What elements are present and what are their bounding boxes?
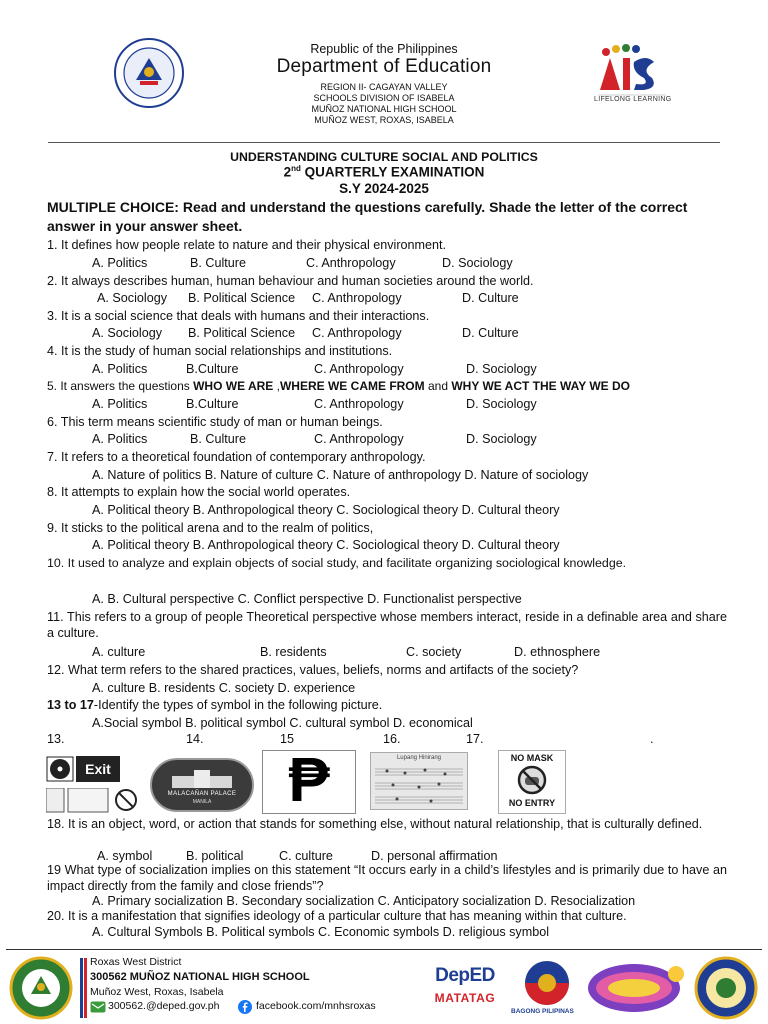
option: C. Anthropology: [314, 362, 404, 376]
item-number-17: 17.: [466, 732, 484, 746]
footer-divider: [6, 949, 762, 950]
als-logo-subtext: LIFELONG LEARNING: [594, 96, 672, 103]
school-address-line: MUÑOZ WEST, ROXAS, ISABELA: [314, 115, 454, 125]
option: C. society: [406, 645, 462, 659]
no-mask-text: NO MASK: [510, 753, 554, 763]
question-4: 4. It is the study of human social relationships and institutions.: [47, 344, 393, 358]
republic-text: Republic of the Philippines: [310, 42, 458, 56]
quarter-suffix: nd: [291, 164, 301, 173]
item-number-15: 15: [280, 732, 295, 746]
question-2: 2. It always describes human, human behaviour and human societies around the world.: [47, 274, 534, 288]
option: A. Politics: [92, 397, 148, 411]
question-1: 1. It defines how people relate to nature and their physical environment.: [47, 238, 447, 252]
option: D. Sociology: [466, 397, 537, 411]
peso-sign-image: [262, 746, 356, 815]
footer-school: 300562 MUÑOZ NATIONAL HIGH SCHOOL: [90, 971, 310, 983]
option: B.Culture: [186, 397, 239, 411]
school-line: MUÑOZ NATIONAL HIGH SCHOOL: [311, 104, 457, 114]
question-18: 18. It is an object, word, or action that stands for something else, without natural relationship, that is culturally defined.: [47, 817, 703, 831]
deped-division-seal: [6, 956, 76, 1020]
no-entry-text: NO ENTRY: [508, 798, 556, 808]
safety-signs-image: [46, 756, 138, 814]
deped-wordmark: DepED: [435, 965, 495, 986]
option: B. Political Science: [188, 326, 296, 340]
question-8: 8. It attempts to explain how the social world operates.: [47, 485, 351, 499]
question-9: 9. It sticks to the political arena and to the realm of politics,: [47, 521, 374, 535]
question-6: 6. This term means scientific study of man or human beings.: [47, 415, 383, 429]
trailing-dot: .: [650, 732, 654, 746]
music-staff-icon: [375, 765, 463, 807]
options-7: A. Nature of politics B. Nature of culture C. Nature of anthropology D. Nature of sociology: [92, 468, 589, 482]
question-3: 3. It is a social science that deals with humans and their interactions.: [47, 309, 430, 323]
question-11: 11. This refers to a group of people Theoretical perspective whose members interact, reside in a definable area and share a culture.: [47, 610, 727, 640]
prohibited-mask-icon: [517, 765, 547, 795]
q5-emphasis-2: WHERE WE CAME FROM: [279, 379, 425, 393]
division-line: SCHOOLS DIVISION OF ISABELA: [313, 93, 455, 103]
option: D. Sociology: [466, 432, 537, 446]
question-5: [47, 378, 727, 394]
distancing-signs-icon: [46, 788, 138, 814]
school-year: S.Y 2024-2025: [339, 181, 429, 196]
option: D. Culture: [462, 291, 519, 305]
footer-facebook[interactable]: facebook.com/mnhsroxas: [256, 1000, 376, 1012]
question-19: 19 What type of socialization implies on this statement “It occurs early in a child’s lifestyles and is primarily due to have an impact directly from the family and close friends”?: [47, 863, 727, 893]
option: D. Culture: [462, 326, 519, 340]
bagong-pilipinas-logo: [516, 958, 578, 1008]
options-13-17: A.Social symbol B. political symbol C. cultural symbol D. economical: [92, 716, 473, 730]
options-12: A. culture B. residents C. society D. experience: [92, 681, 356, 695]
quarter-number: 2: [283, 164, 292, 180]
subject-title: UNDERSTANDING CULTURE SOCIAL AND POLITICS: [230, 150, 538, 164]
option: C. Anthropology: [314, 397, 404, 411]
q5-text: 5. It answers the questions: [47, 379, 194, 393]
instructions: MULTIPLE CHOICE: Read and understand the questions carefully. Shade the letter of the correct answer in your answer sheet.: [47, 199, 688, 234]
option: D. Sociology: [466, 362, 537, 376]
region-line: REGION II- CAGAYAN VALLEY: [320, 82, 448, 92]
option: C. Anthropology: [312, 291, 402, 305]
matatag-wordmark: MATATAG: [434, 991, 496, 1005]
question-13-17: [47, 697, 727, 713]
option: A. symbol: [97, 849, 153, 863]
malacanan-palace-seal: [150, 758, 254, 812]
option: C. Anthropology: [314, 432, 404, 446]
option: C. Anthropology: [312, 326, 402, 340]
anthem-sheet-music: [370, 752, 468, 810]
options-10: A. B. Cultural perspective C. Conflict perspective D. Functionalist perspective: [92, 592, 522, 606]
facebook-icon: [238, 1000, 252, 1014]
option: A. Politics: [92, 362, 148, 376]
option: A. Sociology: [92, 326, 163, 340]
q13-range: 13 to 17: [47, 698, 94, 712]
palace-caption: MALACAÑAN PALACE: [167, 791, 237, 797]
options-8: A. Political theory B. Anthropological theory C. Sociological theory D. Cultural theory: [92, 503, 560, 517]
footer-district: Roxas West District: [90, 956, 182, 968]
palace-subcaption: MANILA: [192, 799, 212, 805]
option: C. Anthropology: [306, 256, 396, 270]
option: D. ethnosphere: [514, 645, 601, 659]
item-number-13: 13.: [47, 732, 65, 746]
option: A. culture: [92, 645, 146, 659]
no-mask-no-entry-sign: [498, 750, 566, 814]
option: C. culture: [279, 849, 333, 863]
email-icon: [90, 1001, 106, 1013]
exit-sign: Exit: [76, 756, 120, 782]
question-10: 10. It used to analyze and explain objects of social study, and facilitate organizing sociological knowledge.: [47, 556, 627, 570]
q5-emphasis-3: WHY WE ACT THE WAY WE DO: [451, 379, 631, 393]
footer-email[interactable]: 300562.@deped.gov.ph: [108, 1000, 220, 1012]
als-logo: [596, 44, 668, 102]
footer-address: Muñoz West, Roxas, Isabela: [90, 986, 224, 998]
options-9: A. Political theory B. Anthropological theory C. Sociological theory D. Cultural theory: [92, 538, 560, 552]
option: B. political: [186, 849, 244, 863]
q13-text: -Identify the types of symbol in the following picture.: [93, 698, 383, 712]
school-seal-right: [692, 956, 760, 1020]
radiation-sign-icon: [46, 756, 74, 782]
q5-and: and: [424, 379, 452, 393]
peso-icon: ₱: [288, 746, 330, 815]
options-20: A. Cultural Symbols B. Political symbols C. Economic symbols D. religious symbol: [92, 925, 550, 939]
option: A. Politics: [92, 256, 148, 270]
option: D. personal affirmation: [371, 849, 498, 863]
department-title: Department of Education: [276, 56, 492, 77]
option: A. Sociology: [97, 291, 168, 305]
q5-emphasis-1: WHO WE ARE: [193, 379, 274, 393]
question-12: 12. What term refers to the shared practices, values, beliefs, norms and artifacts of the society?: [47, 663, 579, 677]
footer-accent-bar: [80, 958, 88, 1018]
option: B. residents: [260, 645, 327, 659]
palace-building-icon: [170, 768, 234, 790]
quarter-title: QUARTERLY EXAMINATION: [300, 164, 485, 180]
option: B. Political Science: [188, 291, 296, 305]
option: D. Sociology: [442, 256, 513, 270]
anthem-title: Lupang Hinirang: [396, 755, 442, 761]
option: A. Politics: [92, 432, 148, 446]
question-7: 7. It refers to a theoretical foundation of contemporary anthropology.: [47, 450, 426, 464]
option: B.Culture: [186, 362, 239, 376]
school-campaign-badge: [586, 960, 686, 1016]
deped-matatag-logo: [426, 963, 504, 1019]
header-divider: [48, 142, 720, 143]
option: B. Culture: [190, 256, 246, 270]
question-20: 20. It is a manifestation that signifies ideology of a particular culture that has meaning within that culture.: [47, 909, 627, 923]
options-19: A. Primary socialization B. Secondary socialization C. Anticipatory socialization D. Resocialization: [92, 894, 636, 908]
bagong-pilipinas-text: BAGONG PILIPINAS: [511, 1008, 574, 1015]
exam-title: [0, 164, 768, 180]
item-number-16: 16.: [383, 732, 401, 746]
option: B. Culture: [190, 432, 246, 446]
item-number-14: 14.: [186, 732, 204, 746]
q5-sep: ,: [273, 379, 280, 393]
